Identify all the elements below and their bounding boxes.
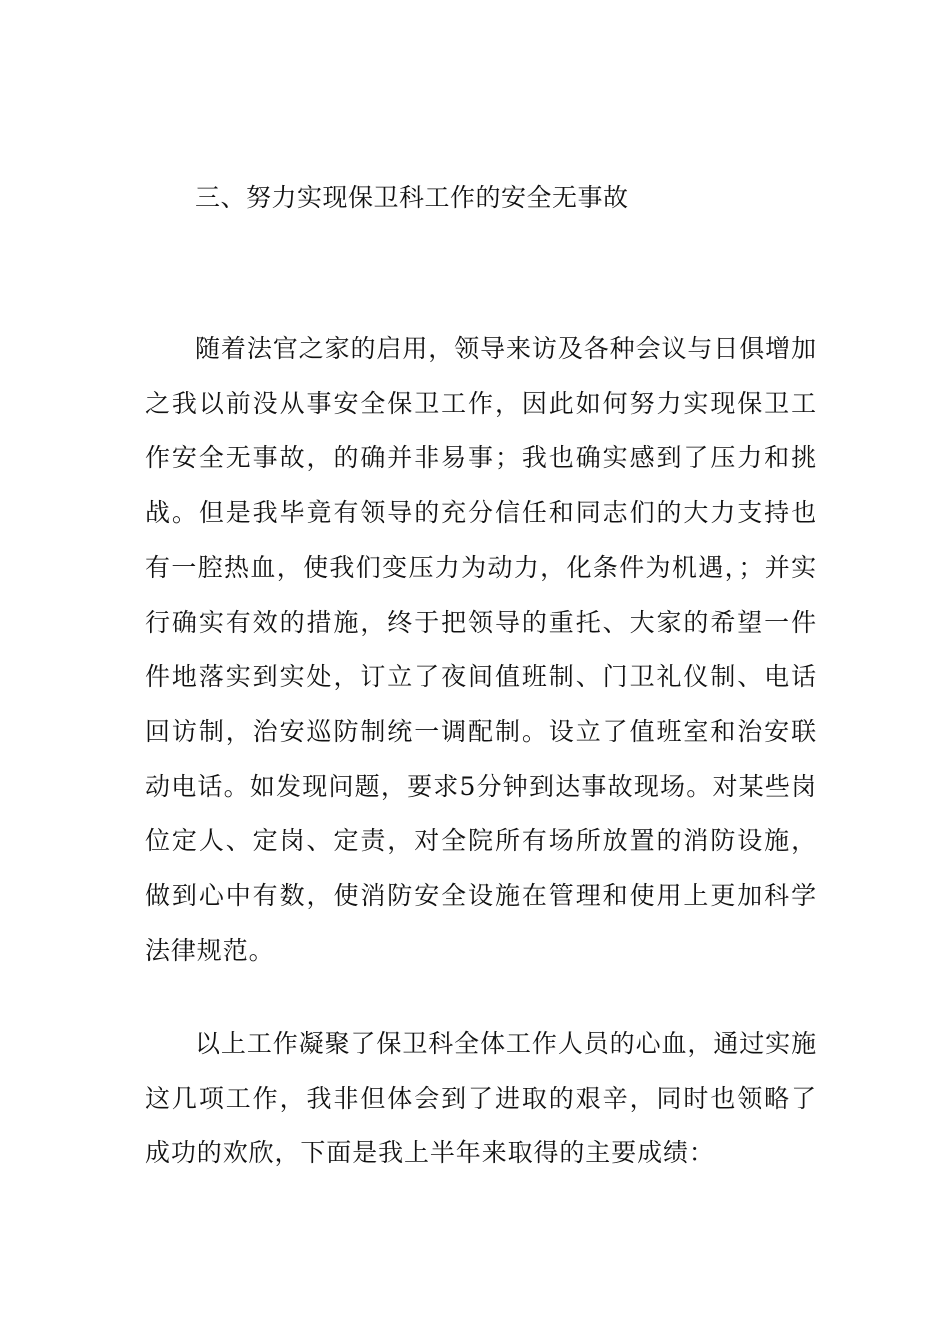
paragraph-security-measures: 随着法官之家的启用，领导来访及各种会议与日俱增加之我以前没从事安全保卫工作，因此如何努力实现保卫工作安全无事故，的确并非易事；我也确实感到了压力和挑战。但是我毕竟有领导的充分信任和同志们的大力支持也有一腔热血，使我们变压力为动力，化条件为机遇，；并实行确实有效的措施，终于把领导的重托、大家的希望一件件地落实到实处，订立了夜间值班制、门卫礼仪制、电话回访制，治安巡防制统一调配制。设立了值班室和治安联动电话。如发现问题，要求5分钟到达事故现场。对某些岗位定人、定岗、定责，对全院所有场所放置的消防设施，做到心中有数，使消防安全设施在管理和使用上更加科学法律规范。 bbox=[145, 334, 817, 965]
section-heading: 三、努力实现保卫科工作的安全无事故 bbox=[195, 183, 629, 212]
paragraph-summary: 以上工作凝聚了保卫科全体工作人员的心血，通过实施这几项工作，我非但体会到了进取的艰辛，同时也领略了成功的欢欣，下面是我上半年来取得的主要成绩： bbox=[145, 1029, 817, 1168]
